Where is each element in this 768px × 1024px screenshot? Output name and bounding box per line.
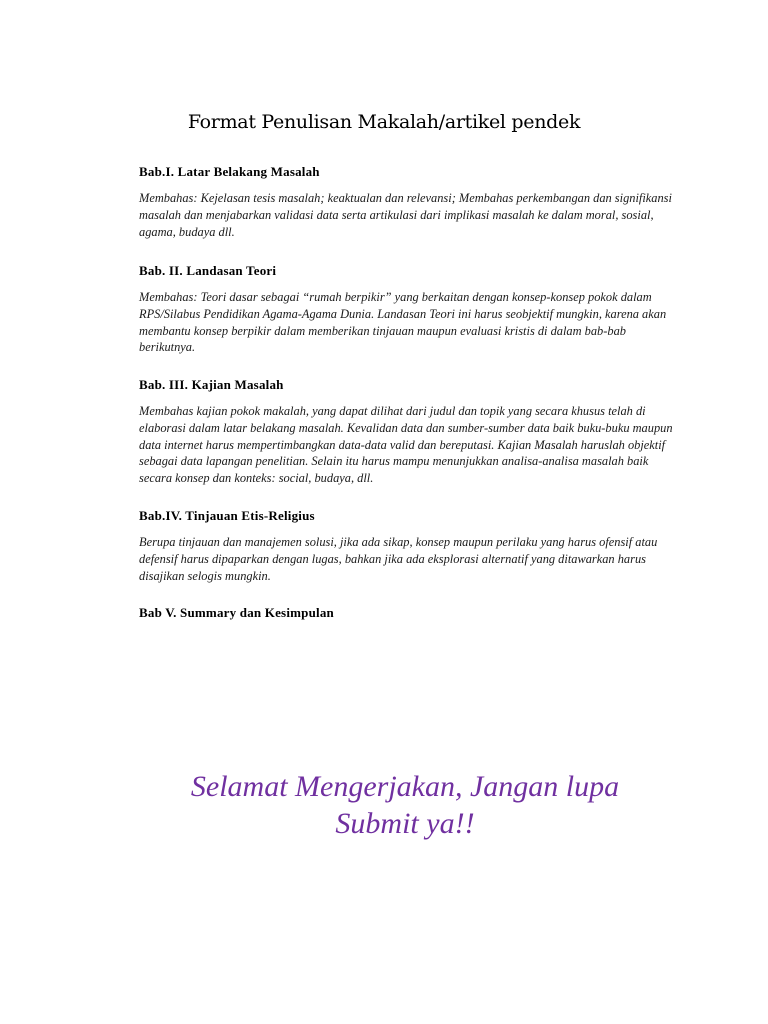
section-heading: Bab V. Summary dan Kesimpulan <box>139 605 334 620</box>
section-heading: Bab.IV. Tinjauan Etis-Religius <box>139 508 315 523</box>
closing-line: Submit ya!! <box>335 807 475 840</box>
section-body: Membahas: Teori dasar sebagai “rumah berpikir” yang berkaitan dengan konsep-konsep pokok dalam RPS/Silabus Pendidikan Agama-Agama Dunia. Landasan Teori ini harus seobjektif mungkin, karena akan membantu konsep berpikir dalam memberikan tinjauan maupun evaluasi kristis di dalam bab-bab berikutnya. <box>139 290 667 355</box>
section-kajian-masalah <box>139 377 679 487</box>
section-body: Berupa tinjauan dan manajemen solusi, jika ada sikap, konsep maupun perilaku yang harus ofensif atau defensif harus dipaparkan dengan lugas, bahkan jika ada eksplorasi alternatif yang ditawarkan harus disajikan selogis mungkin. <box>139 535 658 583</box>
document-title: Format Penulisan Makalah/artikel pendek <box>187 111 581 133</box>
closing-line: Selamat Mengerjakan, Jangan lupa <box>190 770 620 803</box>
section-body: Membahas kajian pokok makalah, yang dapat dilihat dari judul dan topik yang secara khusus telah di elaborasi dalam latar belakang masalah. Kevalidan data dan sumber-sumber data baik buku-buku maupun data internet harus mempertimbangkan data-data valid dan bereputasi. Kajian Masalah haruslah objektif sebagai data lapangan penelitian. Selain itu harus mampu menunjukkan analisa-analisa masalah baik secara konsep dan konteks: social, budaya, dll. <box>139 404 673 486</box>
section-body: Membahas: Kejelasan tesis masalah; keaktualan dan relevansi; Membahas perkembangan dan signifikansi masalah dan menjabarkan validasi data serta artikulasi dari implikasi masalah ke dalam moral, sosial, agama, budaya dll. <box>139 191 672 239</box>
section-latar-belakang <box>139 164 679 240</box>
closing-message <box>0 768 768 842</box>
section-heading: Bab. III. Kajian Masalah <box>139 377 284 392</box>
section-landasan-teori <box>139 263 679 356</box>
section-heading: Bab.I. Latar Belakang Masalah <box>139 164 320 179</box>
section-summary <box>139 605 679 631</box>
section-heading: Bab. II. Landasan Teori <box>139 263 277 278</box>
section-tinjauan-etis <box>139 508 679 584</box>
